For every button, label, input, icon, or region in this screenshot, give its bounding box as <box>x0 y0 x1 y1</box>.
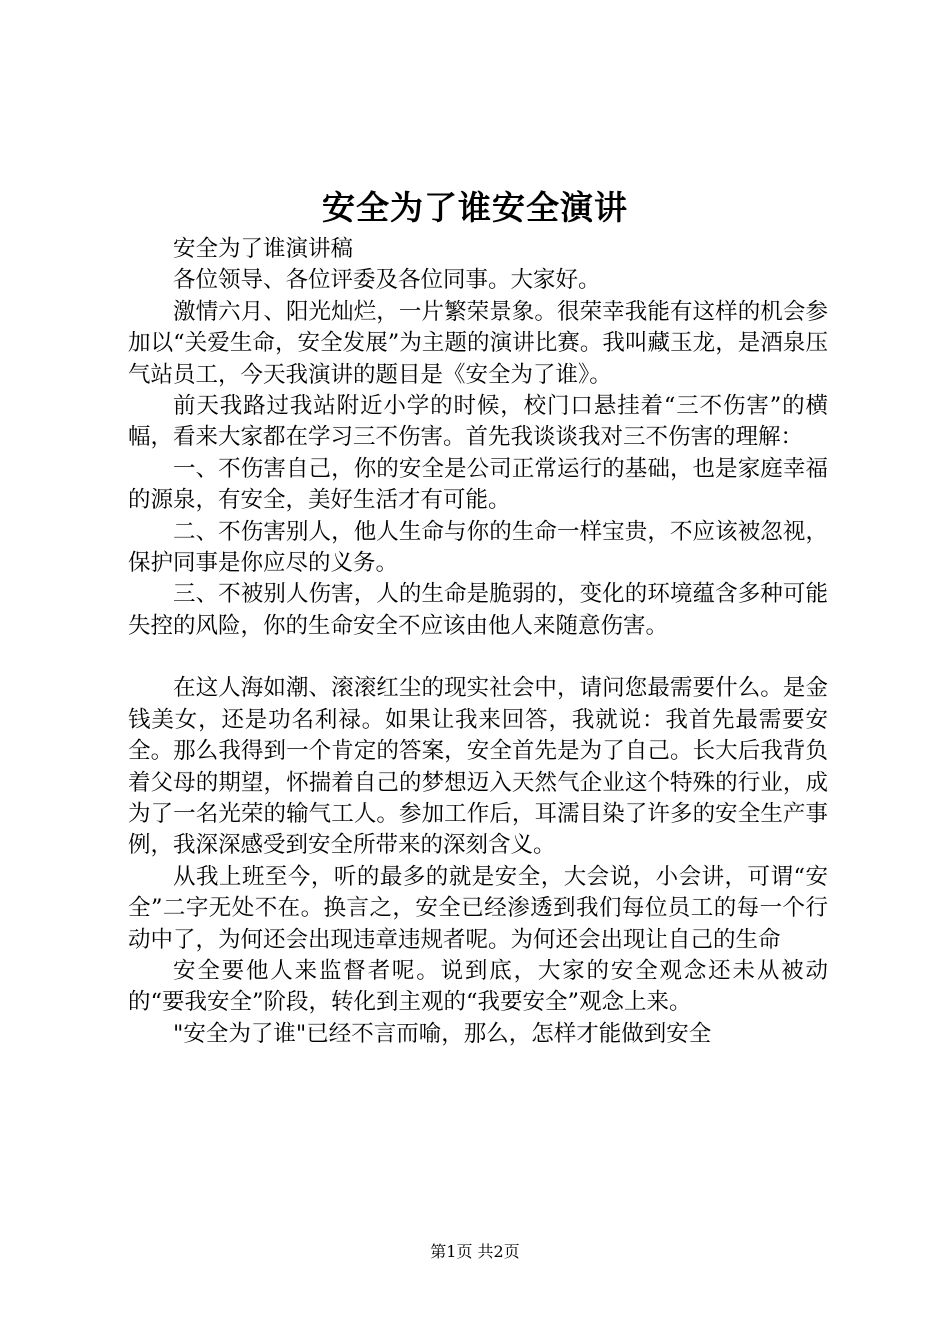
paragraph-point-one: 一、不伤害自己，你的安全是公司正常运行的基础，也是家庭幸福的源泉，有安全，美好生活才有可能。 <box>128 455 828 514</box>
paragraph-speech-label: 安全为了谁演讲稿 <box>173 236 354 262</box>
paragraph-safety-everywhere: 从我上班至今，听的最多的就是安全，大会说，小会讲，可谓“安全”二字无处不在。换言之，安全已经渗透到我们每位员工的每一个行动中了，为何还会出现违章违规者呢。为何还会出现让自己的生命 <box>128 863 828 953</box>
document-title: 安全为了谁安全演讲 <box>322 188 628 227</box>
paragraph-introduction: 激情六月、阳光灿烂，一片繁荣景象。很荣幸我能有这样的机会参加以“关爱生命，安全发展”为主题的演讲比赛。我叫藏玉龙，是酒泉压气站员工，今天我演讲的题目是《安全为了谁》。 <box>128 298 828 388</box>
paragraph-greeting: 各位领导、各位评委及各位同事。大家好。 <box>173 267 601 294</box>
paragraph-what-you-need: 在这人海如潮、滚滚红尘的现实社会中，请问您最需要什么。是金钱美女，还是功名利禄。如果让我来回答，我就说：我首先最需要安全。那么我得到一个肯定的答案，安全首先是为了自己。长大后我背负着父母的期望，怀揣着自己的梦想迈入天然气企业这个特殊的行业，成为了一名光荣的输气工人。参加工作后，耳濡目染了许多的安全生产事例，我深深感受到安全所带来的深刻含义。 <box>128 675 828 859</box>
page-number: 第1页 共2页 <box>430 1242 520 1261</box>
paragraph-point-three: 三、不被别人伤害，人的生命是脆弱的，变化的环境蕴含多种可能失控的风险，你的生命安全不应该由他人来随意伤害。 <box>128 581 828 639</box>
paragraph-point-two: 二、不伤害别人，他人生命与你的生命一样宝贵，不应该被忽视，保护同事是你应尽的义务。 <box>128 518 828 577</box>
paragraph-three-no-harm: 前天我路过我站附近小学的时候，校门口悬挂着“三不伤害”的横幅，看来大家都在学习三不伤害。首先我谈谈我对三不伤害的理解： <box>128 393 828 451</box>
paragraph-safety-for-whom: "安全为了谁"已经不言而喻，那么，怎样才能做到安全 <box>173 1020 712 1047</box>
document-body <box>128 234 828 1050</box>
paragraph-supervision: 安全要他人来监督者呢。说到底，大家的安全观念还未从被动的“要我安全”阶段，转化到主观的“我要安全”观念上来。 <box>128 957 828 1016</box>
